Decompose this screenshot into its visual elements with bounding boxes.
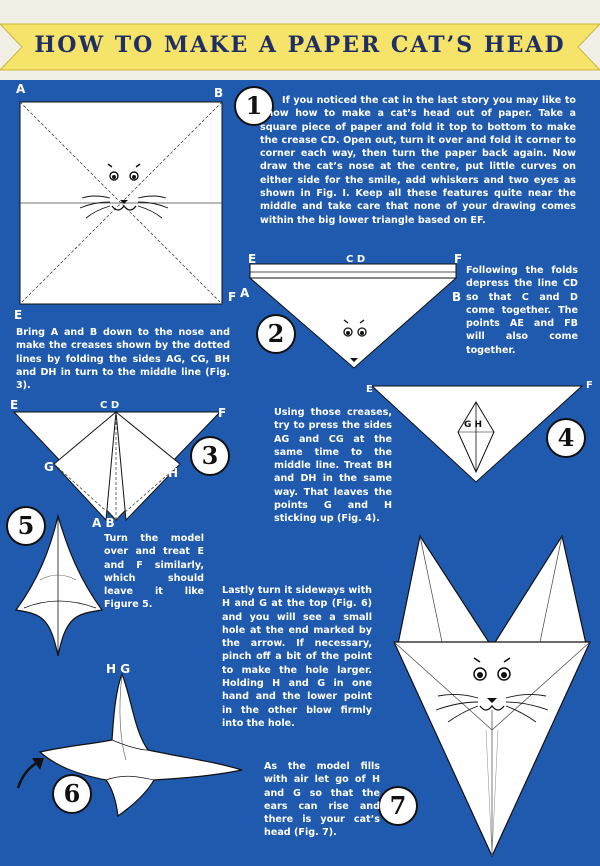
- fig2-label-b: B: [452, 290, 462, 304]
- step-5-text: Turn the model over and treat E and F similarly, which should leave it like Figure 5.: [104, 533, 204, 611]
- step-6-number: 6: [52, 774, 92, 814]
- step-2-number: 2: [256, 314, 296, 354]
- fig3-label-g: G: [44, 460, 54, 474]
- arrow-icon: [12, 752, 52, 792]
- figure-7-cat-head: [390, 530, 596, 860]
- step-1-text: If you noticed the cat in the last story you may like to know how to make a cat’s head out of paper. Take a square piece of paper and fold it top to bottom to make the crease CD. Open out, turn it over and fold it corner to corner each way, then turn the paper back again. Now draw the cat’s nose at the centre, put little curves on either side for the smile, add whiskers and two eyes as shown in Fig. I. Keep all these features quite near the middle and take care that none of your drawing comes within the big lower triangle based on EF.: [260, 95, 576, 226]
- step-3-number: 3: [190, 436, 230, 476]
- fig1-label-b: B: [214, 86, 224, 100]
- step-1-number: 1: [234, 86, 274, 126]
- fig3-label-e: E: [10, 398, 19, 412]
- figure-5-model: [10, 510, 110, 660]
- fig1-label-d: D: [210, 188, 220, 202]
- fig4-label-e: E: [366, 384, 373, 395]
- fig2-label-f: F: [454, 252, 463, 266]
- fig1-label-e: E: [14, 308, 23, 322]
- step-7-text: As the model fills with air let go of H and G so that the ears can rise and there is your cat’s head (Fig. 7).: [264, 761, 380, 839]
- fig2-label-cd: C D: [346, 254, 366, 265]
- step-5-number: 5: [6, 506, 46, 546]
- figure-1-square: [12, 96, 242, 326]
- fig3-label-h: H: [168, 466, 179, 480]
- page-title: HOW TO MAKE A PAPER CAT’S HEAD: [34, 32, 566, 58]
- step-7-number: 7: [378, 786, 418, 826]
- fig6-label-hg: H G: [106, 662, 131, 676]
- fig4-label-f: F: [586, 380, 593, 391]
- fig2-label-a: A: [240, 286, 250, 300]
- fig1-label-f: F: [228, 290, 237, 304]
- fig4-label-gh: G H: [464, 420, 483, 430]
- step-4-number: 4: [546, 418, 586, 458]
- step-6-text: Lastly turn it sideways with H and G at the top (Fig. 6) and you will see a small hole at the end marked by the arrow. If necessary, pinch off a bit of the point to make the hole larger. Holding H and G in one hand and the lower point in the other blow firmly into the hole.: [222, 585, 372, 729]
- fig1-label-c: C: [24, 188, 33, 202]
- step-4-text: Using those creases, try to press the sides AG and CG at the same time to the middle line. Treat BH and DH in the same way. That leaves the points G and H sticking up (Fig. 4).: [274, 407, 392, 525]
- step-3-text: Bring A and B down to the nose and make the creases shown by the dotted lines by folding the sides AG, CG, BH and DH in turn to the middle line (Fig. 3).: [16, 327, 230, 392]
- fig2-label-e: E: [248, 252, 257, 266]
- step-2-text: Following the folds depress the line CD so that C and D come together. The points AE and FB will also come together.: [466, 265, 578, 356]
- fig3-label-f: F: [218, 406, 227, 420]
- fig3-label-ab: A B: [92, 516, 115, 530]
- fig1-label-a: A: [16, 82, 26, 96]
- fig3-label-cd: C D: [100, 400, 120, 411]
